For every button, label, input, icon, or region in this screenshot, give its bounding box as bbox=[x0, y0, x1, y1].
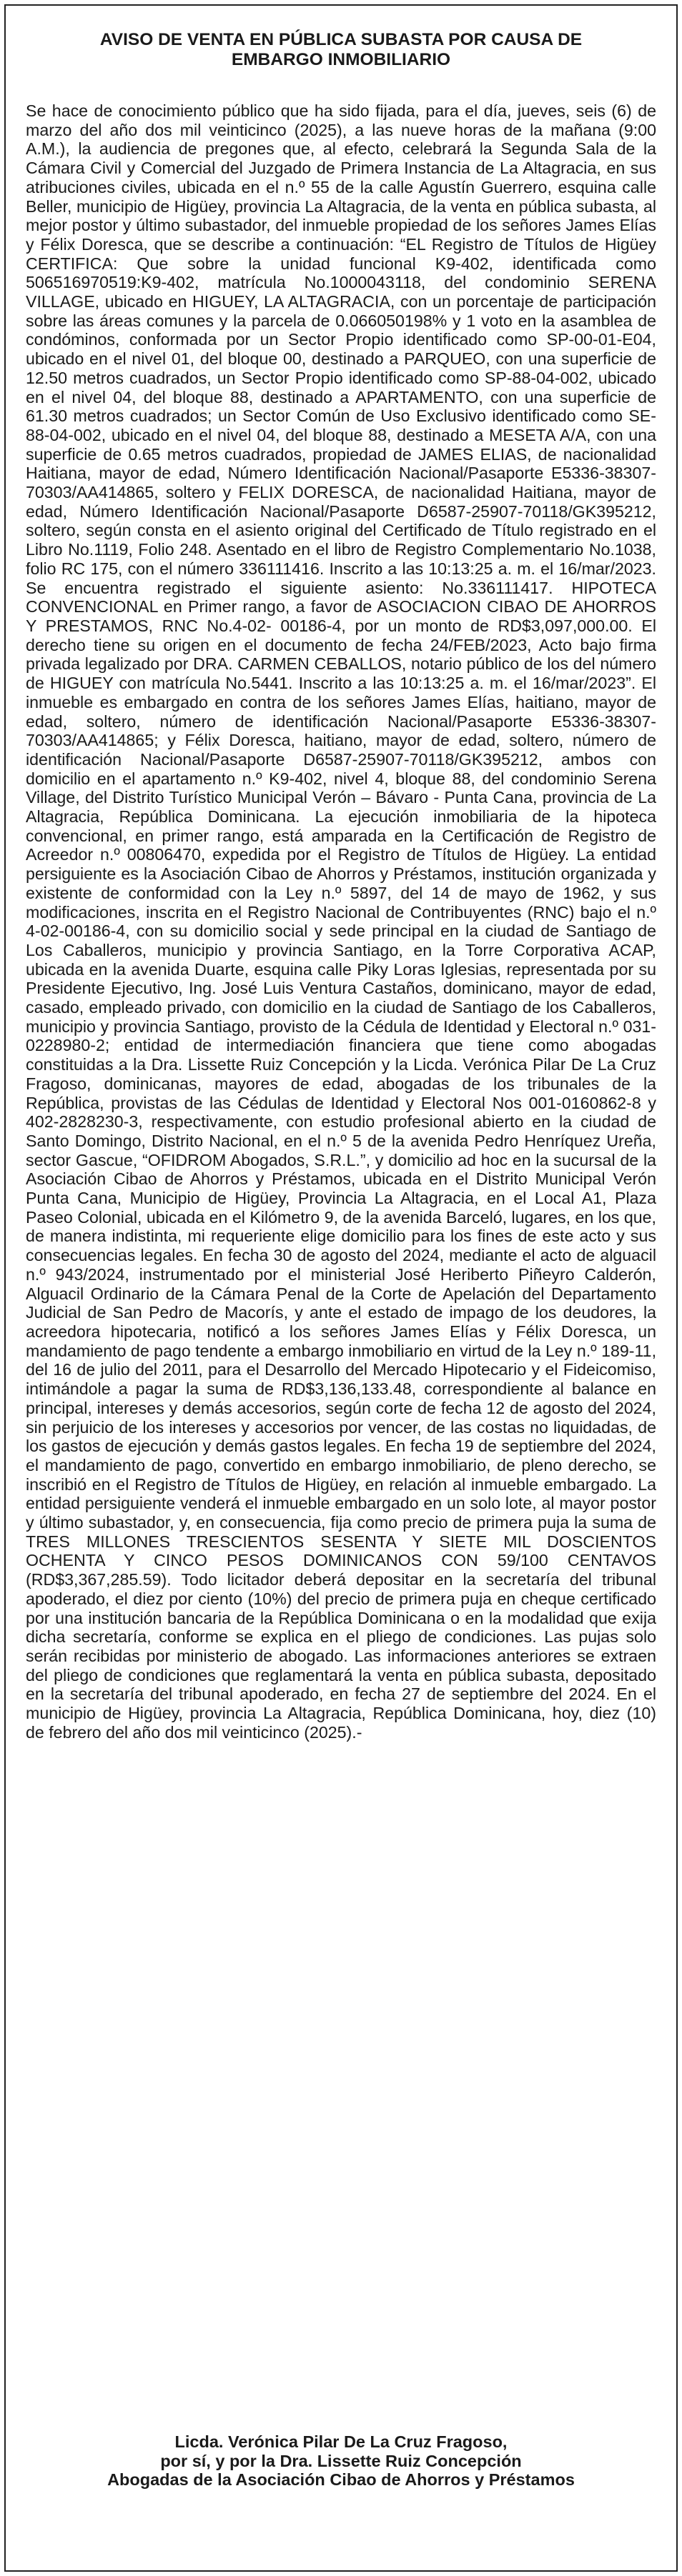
notice-body: Se hace de conocimiento público que ha sido fijada, para el día, jueves, seis (6) de marzo del año dos mil veinticinco (2025), a las nueve horas de la mañana (9:00 A.M.), la audiencia de pregones que, al efecto, celebrará la Segunda Sala de la Cámara Civil y Comercial del Juzgado de Primera Instancia de La Altagracia, en sus atribuciones civiles, ubicada en el n.º 55 de la calle Agustín Guerrero, esquina calle Beller, municipio de Higüey, provincia La Altagracia, de la venta en pública subasta, al mejor postor y último subastador, del inmueble propiedad de los señores James Elías y Félix Doresca, que se describe a continuación: “EL Registro de Títulos de Higüey CERTIFICA: Que sobre la unidad funcional K9-402, identificada como 506516970519:K9-402, matrícula No.1000043118, del condominio SERENA VILLAGE, ubicado en HIGUEY, LA ALTAGRACIA, con un porcentaje de participación sobre las áreas comunes y la parcela de 0.066050198% y 1 voto en la asamblea de condóminos, conformada por un Sector Propio identificado como SP-00-01-E04, ubicado en el nivel 01, del bloque 00, destinado a PARQUEO, con una superficie de 12.50 metros cuadrados, un Sector Propio identificado como SP-88-04-002, ubicado en el nivel 04, del bloque 88, destinado a APARTAMENTO, con una superficie de 61.30 metros cuadrados; un Sector Común de Uso Exclusivo identificado como SE-88-04-002, ubicado en el nivel 04, del bloque 88, destinado a MESETA A/A, con una superficie de 0.65 metros cuadrados, propiedad de JAMES ELIAS, de nacionalidad Haitiana, mayor de edad, Número Identificación Nacional/Pasaporte E5336-38307-70303/AA414865, soltero y FELIX DORESCA, de nacionalidad Haitiana, mayor de edad, Número Identificación Nacional/Pasaporte D6587-25907-70118/GK395212, soltero, según consta en el asiento original del Certificado de Título registrado en el Libro No.1119, Folio 248. Asentado en el libro de Registro Complementario No.1038, folio RC 175, con el número 336111416. Inscrito a las 10:13:25 a. m. el 16/mar/2023. Se encuentra registrado el siguiente asiento: No.336111417. HIPOTECA CONVENCIONAL en Primer rango, a favor de ASOCIACION CIBAO DE AHORROS Y PRESTAMOS, RNC No.4-02- 00186-4, por un monto de RD$3,097,000.00. El derecho tiene su origen en el documento de fecha 24/FEB/2023, Acto bajo firma privada legalizado por DRA. CARMEN CEBALLOS, notario público de los del número de HIGUEY con matrícula No.5441. Inscrito a las 10:13:25 a. m. el 16/mar/2023”. El inmueble es embargado en contra de los señores James Elías, haitiano, mayor de edad, soltero, número de identificación Nacional/Pasaporte E5336-38307-70303/AA414865; y Félix Doresca, haitiano, mayor de edad, soltero, número de identificación Nacional/Pasaporte D6587-25907-70118/GK395212, ambos con domicilio en el apartamento n.º K9-402, nivel 4, bloque 88, del condominio Serena Village, del Distrito Turístico Municipal Verón – Bávaro - Punta Cana, provincia de La Altagracia, República Dominicana. La ejecución inmobiliaria de la hipoteca convencional, en primer rango, está amparada en la Certificación de Registro de Acreedor n.º 00806470, expedida por el Registro de Títulos de Higüey. La entidad persiguiente es la Asociación Cibao de Ahorros y Préstamos, institución organizada y existente de conformidad con la Ley n.º 5897, del 14 de mayo de 1962, y sus modificaciones, inscrita en el Registro Nacional de Contribuyentes (RNC) bajo el n.º 4-02-00186-4, con su domicilio social y sede principal en la ciudad de Santiago de Los Caballeros, municipio y provincia Santiago, en la Torre Corporativa ACAP, ubicada en la avenida Duarte, esquina calle Piky Loras Iglesias, representada por su Presidente Ejecutivo, Ing. José Luis Ventura Castaños, dominicano, mayor de edad, casado, empleado privado, con domicilio en la ciudad de Santiago de los Caballeros, municipio y provincia Santiago, provisto de la Cédula de Identidad y Electoral n.º 031-0228980-2; entidad de intermediación financiera que tiene como abogadas constituidas a la Dra. Lissette Ruiz Concepción y la Licda. Verónica Pilar De La Cruz Fragoso, dominicanas, mayores de edad, abogadas de los tribunales de la República, provistas de las Cédulas de Identidad y Electoral Nos 001-0160862-8 y 402-2828230-3, respectivamente, con estudio profesional abierto en la ciudad de Santo Domingo, Distrito Nacional, en el n.º 5 de la avenida Pedro Henríquez Ureña, sector Gascue, “OFIDROM Abogados, S.R.L.”, y domicilio ad hoc en la sucursal de la Asociación Cibao de Ahorros y Préstamos, ubicada en el Distrito Municipal Verón Punta Cana, Municipio de Higüey, Provincia La Altagracia, en el Local A1, Plaza Paseo Colonial, ubicada en el Kilómetro 9, de la avenida Barceló, lugares, en los que, de manera indistinta, mi requeriente elige domicilio para los fines de este acto y sus consecuencias legales. En fecha 30 de agosto del 2024, mediante el acto de alguacil n.º 943/2024, instrumentado por el ministerial José Heriberto Piñeyro Calderón, Alguacil Ordinario de la Cámara Penal de la Corte de Apelación del Departamento Judicial de San Pedro de Macorís, y ante el estado de impago de los deudores, la acreedora hipotecaria, notificó a los señores James Elías y Félix Doresca, un mandamiento de pago tendente a embargo inmobiliario en virtud de la Ley n.º 189-11, del 16 de julio del 2011, para el Desarrollo del Mercado Hipotecario y el Fideicomiso, intimándole a pagar la suma de RD$3,136,133.48, correspondiente al balance en principal, intereses y demás accesorios, según corte de fecha 12 de agosto del 2024, sin perjuicio de los intereses y accesorios por vencer, de las costas no liquidadas, de los gastos de ejecución y demás gastos legales. En fecha 19 de septiembre del 2024, el mandamiento de pago, convertido en embargo inmobiliario, de pleno derecho, se inscribió en el Registro de Títulos de Higüey, en relación al inmueble embargado. La entidad persiguiente venderá el inmueble embargado en un solo lote, al mayor postor y último subastador, y, en consecuencia, fija como precio de primera puja la suma de TRES MILLONES TRESCIENTOS SESENTA Y SIETE MIL DOSCIENTOS OCHENTA Y CINCO PESOS DOMINICANOS CON 59/100 CENTAVOS (RD$3,367,285.59). Todo licitador deberá depositar en la secretaría del tribunal apoderado, el diez por ciento (10%) del precio de primera puja en cheque certificado por una institución bancaria de la República Dominicana o en la modalidad que exija dicha secretaría, conforme se explica en el pliego de condiciones. Las pujas solo serán recibidas por ministerio de abogado. Las informaciones anteriores se extraen del pliego de condiciones que reglamentará la venta en pública subasta, depositado en la secretaría del tribunal apoderado, en fecha 27 de septiembre del 2024. En el municipio de Higüey, provincia La Altagracia, República Dominicana, hoy, diez (10) de febrero del año dos mil veinticinco (2025).- bbox=[26, 101, 657, 1742]
notice-title-line-1: AVISO DE VENTA EN PÚBLICA SUBASTA POR CAUSA DE bbox=[99, 30, 583, 49]
notice-content bbox=[26, 30, 656, 1742]
signature-line-3: Abogadas de la Asociación Cibao de Ahorros y Préstamos bbox=[107, 2470, 575, 2489]
legal-notice bbox=[4, 4, 678, 2572]
signature-line-1: Licda. Verónica Pilar De La Cruz Fragoso, bbox=[174, 2432, 508, 2451]
signature-block bbox=[26, 2432, 656, 2490]
notice-title bbox=[26, 30, 656, 70]
notice-title-line-2: EMBARGO INMOBILIARIO bbox=[231, 50, 451, 69]
signature-line-2: por sí, y por la Dra. Lissette Ruiz Concepción bbox=[160, 2451, 522, 2470]
